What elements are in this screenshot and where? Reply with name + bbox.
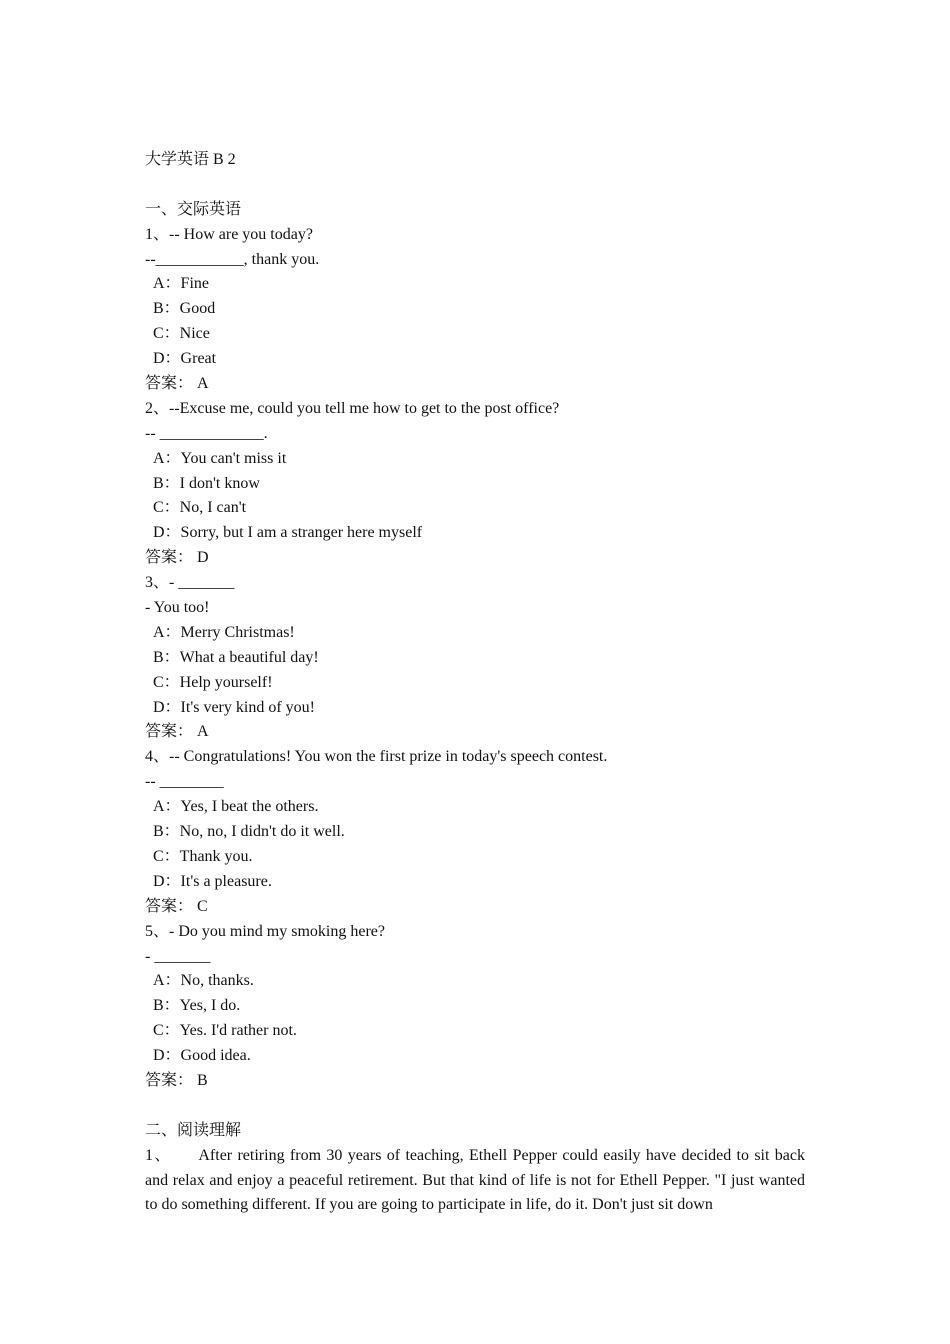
- question-stem: 1、-- How are you today?: [145, 225, 313, 243]
- option-a: A：You can't miss it: [153, 449, 287, 467]
- option-a: A：Fine: [153, 275, 210, 293]
- answer: 答案： A: [145, 723, 209, 741]
- question-response: - You too!: [145, 599, 210, 617]
- answer: 答案： D: [145, 549, 209, 567]
- option-c: C：Help yourself!: [153, 673, 273, 691]
- question-5: [145, 920, 805, 1094]
- section-heading-communication: 一、交际英语: [145, 200, 242, 218]
- question-response: -- _____________.: [145, 424, 268, 442]
- option-c: C：No, I can't: [153, 499, 247, 517]
- answer: 答案： B: [145, 1071, 208, 1089]
- option-a: A：No, thanks.: [153, 972, 254, 990]
- option-c: C：Nice: [153, 325, 210, 343]
- question-2: [145, 397, 805, 571]
- option-b: B：No, no, I didn't do it well.: [153, 823, 345, 841]
- option-d: D：It's very kind of you!: [153, 698, 315, 716]
- option-b: B：Yes, I do.: [153, 997, 241, 1015]
- option-b: B：What a beautiful day!: [153, 648, 319, 666]
- question-response: - _______: [145, 947, 211, 965]
- question-3: [145, 571, 805, 745]
- option-b: B：I don't know: [153, 474, 260, 492]
- option-d: D：Good idea.: [153, 1047, 251, 1065]
- answer: 答案： A: [145, 375, 209, 393]
- question-response: -- ________: [145, 773, 224, 791]
- question-response: --___________, thank you.: [145, 250, 320, 268]
- reading-passage: 1、 After retiring from 30 years of teaching, Ethell Pepper could easily have decided to sit back and relax and enjoy a peaceful retirement. But that kind of life is not for Ethell Pepper. "I just wanted to do something different. If you are going to participate in life, do it. Don't just sit down: [145, 1146, 805, 1214]
- option-d: D：It's a pleasure.: [153, 872, 272, 890]
- document-title: 大学英语 B 2: [145, 151, 236, 168]
- question-stem: 3、- _______: [145, 574, 235, 592]
- question-stem: 4、-- Congratulations! You won the first prize in today's speech contest.: [145, 748, 608, 766]
- option-d: D：Sorry, but I am a stranger here myself: [153, 524, 423, 542]
- option-a: A：Yes, I beat the others.: [153, 798, 319, 816]
- answer: 答案： C: [145, 897, 208, 915]
- section-heading-reading: 二、阅读理解: [145, 1121, 242, 1139]
- option-d: D：Great: [153, 350, 217, 368]
- question-4: [145, 745, 805, 919]
- question-1: [145, 223, 805, 397]
- option-a: A：Merry Christmas!: [153, 623, 295, 641]
- document-page: [145, 148, 805, 1218]
- option-b: B：Good: [153, 300, 216, 318]
- question-stem: 2、--Excuse me, could you tell me how to get to the post office?: [145, 399, 560, 417]
- question-stem: 5、- Do you mind my smoking here?: [145, 922, 385, 940]
- option-c: C：Yes. I'd rather not.: [153, 1022, 297, 1040]
- option-c: C：Thank you.: [153, 847, 253, 865]
